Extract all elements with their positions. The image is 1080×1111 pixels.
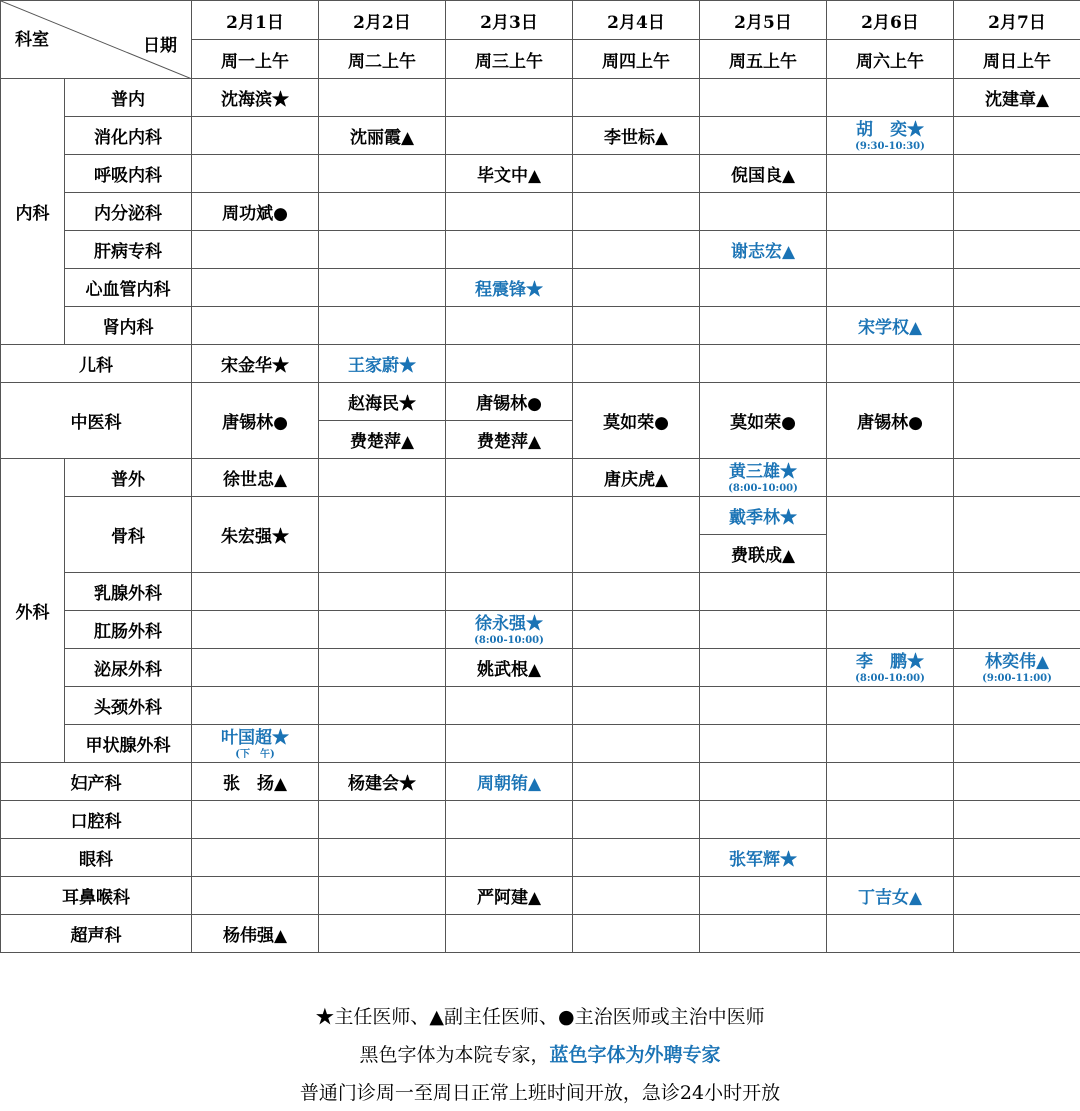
- empty-cell: [319, 307, 446, 345]
- dept-name: 心血管内科: [65, 269, 192, 307]
- doctor-cell: 杨建会★: [319, 763, 446, 801]
- empty-cell: [954, 763, 1080, 801]
- dept-name: 儿科: [1, 345, 192, 383]
- header-date-row: [1, 1, 1080, 40]
- empty-cell: [446, 231, 573, 269]
- dept-name: 骨科: [65, 497, 192, 573]
- empty-cell: [319, 649, 446, 687]
- doctor-cell: 张 扬▲: [192, 763, 319, 801]
- empty-cell: [192, 839, 319, 877]
- doctor-time: (9:30-10:30): [855, 140, 925, 152]
- empty-cell: [700, 725, 827, 763]
- doctor-cell-external: 丁吉女▲: [827, 877, 954, 915]
- empty-cell: [446, 915, 573, 953]
- doctor-cell: 莫如荣●: [573, 383, 700, 459]
- doctor-name: 林奕伟▲: [984, 651, 1050, 672]
- empty-cell: [446, 801, 573, 839]
- dept-name: 普内: [65, 79, 192, 117]
- empty-cell: [700, 79, 827, 117]
- empty-cell: [700, 763, 827, 801]
- empty-cell: [700, 611, 827, 649]
- legend-symbols: ★主任医师、▲副主任医师、●主治医师或主治中医师: [315, 1006, 765, 1028]
- empty-cell: [446, 79, 573, 117]
- empty-cell: [700, 345, 827, 383]
- empty-cell: [954, 497, 1080, 573]
- doctor-cell-external: 谢志宏▲: [700, 231, 827, 269]
- doctor-cell: 莫如荣●: [700, 383, 827, 459]
- empty-cell: [700, 307, 827, 345]
- empty-cell: [827, 79, 954, 117]
- empty-cell: [319, 79, 446, 117]
- dept-name: 中医科: [1, 383, 192, 459]
- empty-cell: [192, 269, 319, 307]
- date-header: 2月1日: [192, 1, 319, 40]
- doctor-cell: 倪国良▲: [700, 155, 827, 193]
- empty-cell: [954, 801, 1080, 839]
- empty-cell: [700, 801, 827, 839]
- empty-cell: [954, 725, 1080, 763]
- table-row: [1, 839, 1080, 877]
- doctor-cell: 沈丽霞▲: [319, 117, 446, 155]
- doctor-time: (8:00-10:00): [474, 634, 544, 646]
- empty-cell: [954, 611, 1080, 649]
- slot-header: 周二上午: [319, 40, 446, 79]
- empty-cell: [446, 573, 573, 611]
- doctor-cell: 李世标▲: [573, 117, 700, 155]
- empty-cell: [954, 307, 1080, 345]
- empty-cell: [827, 725, 954, 763]
- doctor-name: 胡 奕★: [856, 119, 924, 140]
- dept-name: 肛肠外科: [65, 611, 192, 649]
- empty-cell: [573, 839, 700, 877]
- empty-cell: [319, 193, 446, 231]
- doctor-cell: 严阿建▲: [446, 877, 573, 915]
- empty-cell: [319, 155, 446, 193]
- table-row: [1, 573, 1080, 611]
- dept-name: 普外: [65, 459, 192, 497]
- empty-cell: [446, 459, 573, 497]
- empty-cell: [319, 877, 446, 915]
- doctor-time: (8:00-10:00): [728, 482, 798, 494]
- table-row: [1, 497, 1080, 535]
- empty-cell: [573, 155, 700, 193]
- empty-cell: [319, 801, 446, 839]
- empty-cell: [446, 117, 573, 155]
- empty-cell: [827, 345, 954, 383]
- doctor-cell: 周功斌●: [192, 193, 319, 231]
- dept-name: 耳鼻喉科: [1, 877, 192, 915]
- empty-cell: [446, 497, 573, 573]
- slot-header: 周六上午: [827, 40, 954, 79]
- doctor-cell: 赵海民★: [319, 383, 446, 421]
- empty-cell: [573, 915, 700, 953]
- empty-cell: [573, 231, 700, 269]
- legend-colors: [0, 1040, 1080, 1067]
- empty-cell: [954, 345, 1080, 383]
- empty-cell: [446, 193, 573, 231]
- table-row: [1, 459, 1080, 497]
- date-header: 2月5日: [700, 1, 827, 40]
- empty-cell: [827, 193, 954, 231]
- dept-name: 妇产科: [1, 763, 192, 801]
- legend-hours: 普通门诊周一至周日正常上班时间开放，急诊24小时开放: [299, 1082, 781, 1104]
- empty-cell: [573, 725, 700, 763]
- dept-name: 超声科: [1, 915, 192, 953]
- empty-cell: [954, 839, 1080, 877]
- empty-cell: [446, 687, 573, 725]
- empty-cell: [192, 117, 319, 155]
- table-row: [1, 79, 1080, 117]
- empty-cell: [573, 307, 700, 345]
- doctor-time: (9:00-11:00): [982, 672, 1052, 684]
- empty-cell: [700, 193, 827, 231]
- doctor-cell: 唐锡林●: [446, 383, 573, 421]
- doctor-cell: 杨伟强▲: [192, 915, 319, 953]
- corner-date-label: 日期: [143, 36, 177, 56]
- empty-cell: [954, 573, 1080, 611]
- legend-blue-note: 蓝色字体为外聘专家: [549, 1044, 721, 1066]
- doctor-cell-external: 王家蔚★: [319, 345, 446, 383]
- empty-cell: [954, 117, 1080, 155]
- table-row: [1, 269, 1080, 307]
- doctor-cell: 姚武根▲: [446, 649, 573, 687]
- doctor-cell: 宋金华★: [192, 345, 319, 383]
- empty-cell: [700, 117, 827, 155]
- empty-cell: [700, 687, 827, 725]
- doctor-cell: 朱宏强★: [192, 497, 319, 573]
- empty-cell: [573, 649, 700, 687]
- dept-name: 甲状腺外科: [65, 725, 192, 763]
- empty-cell: [827, 231, 954, 269]
- table-row: [1, 231, 1080, 269]
- empty-cell: [573, 763, 700, 801]
- empty-cell: [954, 915, 1080, 953]
- doctor-cell: 费联成▲: [700, 535, 827, 573]
- empty-cell: [192, 307, 319, 345]
- empty-cell: [700, 877, 827, 915]
- empty-cell: [954, 231, 1080, 269]
- empty-cell: [954, 877, 1080, 915]
- empty-cell: [319, 497, 446, 573]
- empty-cell: [192, 155, 319, 193]
- empty-cell: [192, 611, 319, 649]
- legend-black-note: 黑色字体为本院专家，: [359, 1044, 550, 1066]
- corner-dept-label: 科室: [15, 30, 49, 50]
- table-row: [1, 915, 1080, 953]
- doctor-cell-external: [827, 117, 954, 155]
- doctor-name: 黄三雄★: [729, 461, 797, 482]
- empty-cell: [827, 269, 954, 307]
- table-row: [1, 383, 1080, 421]
- date-header: 2月7日: [954, 1, 1080, 40]
- dept-name: 消化内科: [65, 117, 192, 155]
- empty-cell: [446, 725, 573, 763]
- doctor-name: 叶国超★: [221, 727, 289, 748]
- empty-cell: [827, 611, 954, 649]
- empty-cell: [827, 687, 954, 725]
- date-header: 2月6日: [827, 1, 954, 40]
- group-waike: 外科: [1, 459, 65, 763]
- empty-cell: [827, 459, 954, 497]
- doctor-cell-external: 程震锋★: [446, 269, 573, 307]
- empty-cell: [573, 687, 700, 725]
- doctor-cell: 毕文中▲: [446, 155, 573, 193]
- doctor-cell-external: [954, 649, 1080, 687]
- doctor-cell: 沈海滨★: [192, 79, 319, 117]
- empty-cell: [192, 573, 319, 611]
- dept-name: 呼吸内科: [65, 155, 192, 193]
- doctor-name: 徐永强★: [475, 613, 543, 634]
- empty-cell: [573, 611, 700, 649]
- doctor-cell: 唐庆虎▲: [573, 459, 700, 497]
- empty-cell: [827, 155, 954, 193]
- empty-cell: [700, 649, 827, 687]
- empty-cell: [573, 877, 700, 915]
- empty-cell: [319, 573, 446, 611]
- doctor-cell-external: [446, 611, 573, 649]
- dept-name: 眼科: [1, 839, 192, 877]
- doctor-cell-external: [700, 459, 827, 497]
- empty-cell: [954, 383, 1080, 459]
- empty-cell: [700, 915, 827, 953]
- slot-header: 周一上午: [192, 40, 319, 79]
- table-row: [1, 877, 1080, 915]
- doctor-cell: 费楚萍▲: [319, 421, 446, 459]
- empty-cell: [573, 345, 700, 383]
- table-row: [1, 611, 1080, 649]
- empty-cell: [192, 801, 319, 839]
- empty-cell: [192, 231, 319, 269]
- table-row: [1, 801, 1080, 839]
- doctor-time: (下 午): [235, 748, 275, 760]
- empty-cell: [827, 497, 954, 573]
- empty-cell: [319, 269, 446, 307]
- table-row: [1, 155, 1080, 193]
- empty-cell: [319, 459, 446, 497]
- empty-cell: [573, 801, 700, 839]
- empty-cell: [573, 193, 700, 231]
- corner-cell: [1, 1, 192, 79]
- doctor-time: (8:00-10:00): [855, 672, 925, 684]
- empty-cell: [954, 459, 1080, 497]
- group-neike: 内科: [1, 79, 65, 345]
- empty-cell: [954, 269, 1080, 307]
- dept-name: 内分泌科: [65, 193, 192, 231]
- doctor-cell-external: 周朝铕▲: [446, 763, 573, 801]
- table-row: [1, 687, 1080, 725]
- doctor-cell-external: [192, 725, 319, 763]
- empty-cell: [192, 687, 319, 725]
- slot-header: 周日上午: [954, 40, 1080, 79]
- empty-cell: [700, 573, 827, 611]
- doctor-cell: 沈建章▲: [954, 79, 1080, 117]
- dept-name: 泌尿外科: [65, 649, 192, 687]
- empty-cell: [573, 497, 700, 573]
- table-row: [1, 725, 1080, 763]
- empty-cell: [827, 839, 954, 877]
- doctor-cell: 唐锡林●: [827, 383, 954, 459]
- empty-cell: [827, 573, 954, 611]
- empty-cell: [954, 193, 1080, 231]
- empty-cell: [827, 801, 954, 839]
- empty-cell: [192, 877, 319, 915]
- date-header: 2月2日: [319, 1, 446, 40]
- empty-cell: [700, 269, 827, 307]
- doctor-cell-external: 戴季林★: [700, 497, 827, 535]
- empty-cell: [446, 345, 573, 383]
- doctor-cell-external: 张军辉★: [700, 839, 827, 877]
- empty-cell: [446, 839, 573, 877]
- empty-cell: [573, 269, 700, 307]
- empty-cell: [954, 155, 1080, 193]
- empty-cell: [573, 573, 700, 611]
- empty-cell: [319, 839, 446, 877]
- dept-name: 肾内科: [65, 307, 192, 345]
- slot-header: 周五上午: [700, 40, 827, 79]
- empty-cell: [319, 611, 446, 649]
- date-header: 2月4日: [573, 1, 700, 40]
- empty-cell: [573, 79, 700, 117]
- empty-cell: [319, 231, 446, 269]
- table-row: [1, 307, 1080, 345]
- dept-name: 口腔科: [1, 801, 192, 839]
- empty-cell: [192, 649, 319, 687]
- doctor-cell: 徐世忠▲: [192, 459, 319, 497]
- doctor-cell-external: [827, 649, 954, 687]
- doctor-cell-external: 宋学权▲: [827, 307, 954, 345]
- doctor-cell: 费楚萍▲: [446, 421, 573, 459]
- doctor-cell: 唐锡林●: [192, 383, 319, 459]
- slot-header: 周四上午: [573, 40, 700, 79]
- table-row: [1, 193, 1080, 231]
- table-row: [1, 649, 1080, 687]
- empty-cell: [827, 915, 954, 953]
- empty-cell: [446, 307, 573, 345]
- date-header: 2月3日: [446, 1, 573, 40]
- empty-cell: [827, 763, 954, 801]
- doctor-name: 李 鹏★: [856, 651, 924, 672]
- table-row: [1, 345, 1080, 383]
- table-row: [1, 117, 1080, 155]
- dept-name: 头颈外科: [65, 687, 192, 725]
- table-row: [1, 763, 1080, 801]
- empty-cell: [319, 725, 446, 763]
- dept-name: 乳腺外科: [65, 573, 192, 611]
- empty-cell: [319, 915, 446, 953]
- empty-cell: [319, 687, 446, 725]
- slot-header: 周三上午: [446, 40, 573, 79]
- empty-cell: [954, 687, 1080, 725]
- dept-name: 肝病专科: [65, 231, 192, 269]
